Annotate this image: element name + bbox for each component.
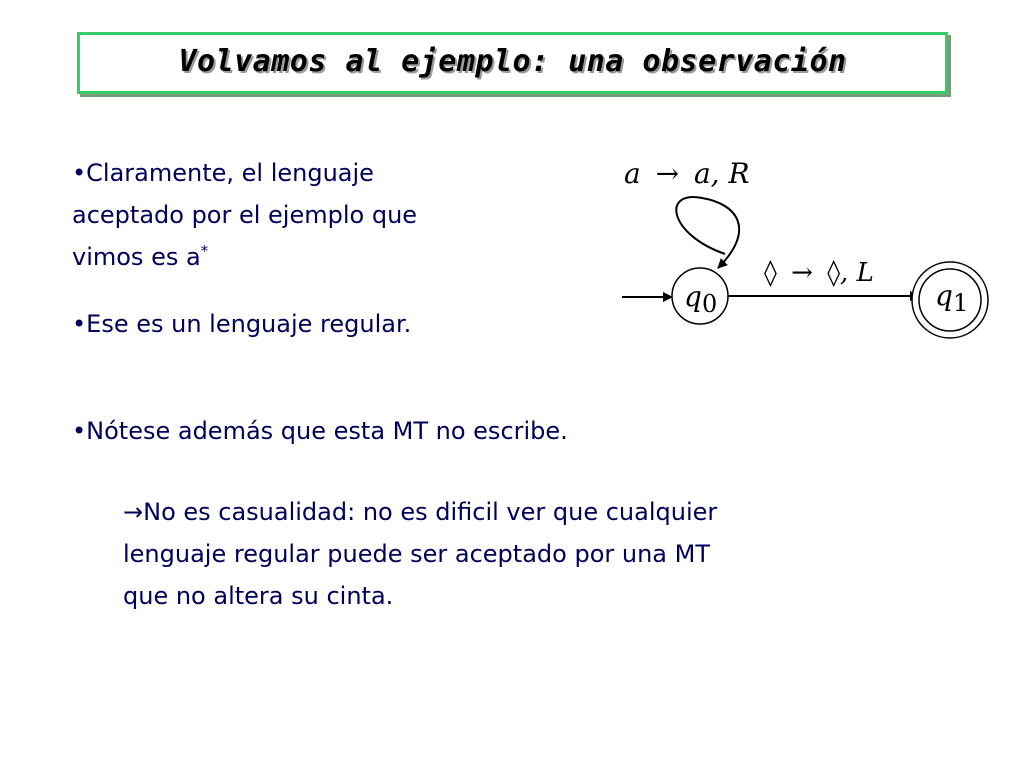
state-q0-label: q0 <box>684 280 718 318</box>
title-box <box>77 32 948 94</box>
bullet-marker: • <box>72 310 87 338</box>
sub-bullet-line-3: que no altera su cinta. <box>123 582 394 610</box>
bullet-3-text: Nótese además que esta MT no escribe. <box>86 417 568 445</box>
bullet-marker: • <box>72 159 87 187</box>
bullet-1-line-1 <box>72 152 532 194</box>
arrow-icon: → <box>123 498 144 526</box>
slide-title: Volvamos al ejemplo: una observación <box>178 44 847 79</box>
bullet-1-text-3: vimos es a <box>72 243 201 271</box>
sub-bullet-line-2: lenguaje regular puede ser aceptado por una MT <box>123 540 710 568</box>
bullet-2 <box>72 303 572 345</box>
transition-label: ◊ → ◊, L <box>764 258 874 288</box>
bullet-1-line-3 <box>72 236 532 278</box>
loop-label: a → a, R <box>624 157 750 190</box>
state-q1-label: q1 <box>935 279 969 317</box>
bullet-marker: • <box>72 417 87 445</box>
turing-machine-diagram <box>600 150 1020 360</box>
bullet-1 <box>72 152 532 278</box>
self-loop-arrow <box>676 197 739 268</box>
sub-bullet <box>123 491 943 617</box>
bullet-1-line-2: aceptado por el ejemplo que <box>72 201 418 229</box>
bullet-3 <box>72 410 772 452</box>
sub-bullet-text-1: No es casualidad: no es dificil ver que cualquier <box>143 498 718 526</box>
sub-bullet-line-1 <box>123 491 943 533</box>
bullet-2-text: Ese es un lenguaje regular. <box>86 310 412 338</box>
kleene-star: * <box>200 242 209 260</box>
bullet-1-text-1: Claramente, el lenguaje <box>86 159 374 187</box>
